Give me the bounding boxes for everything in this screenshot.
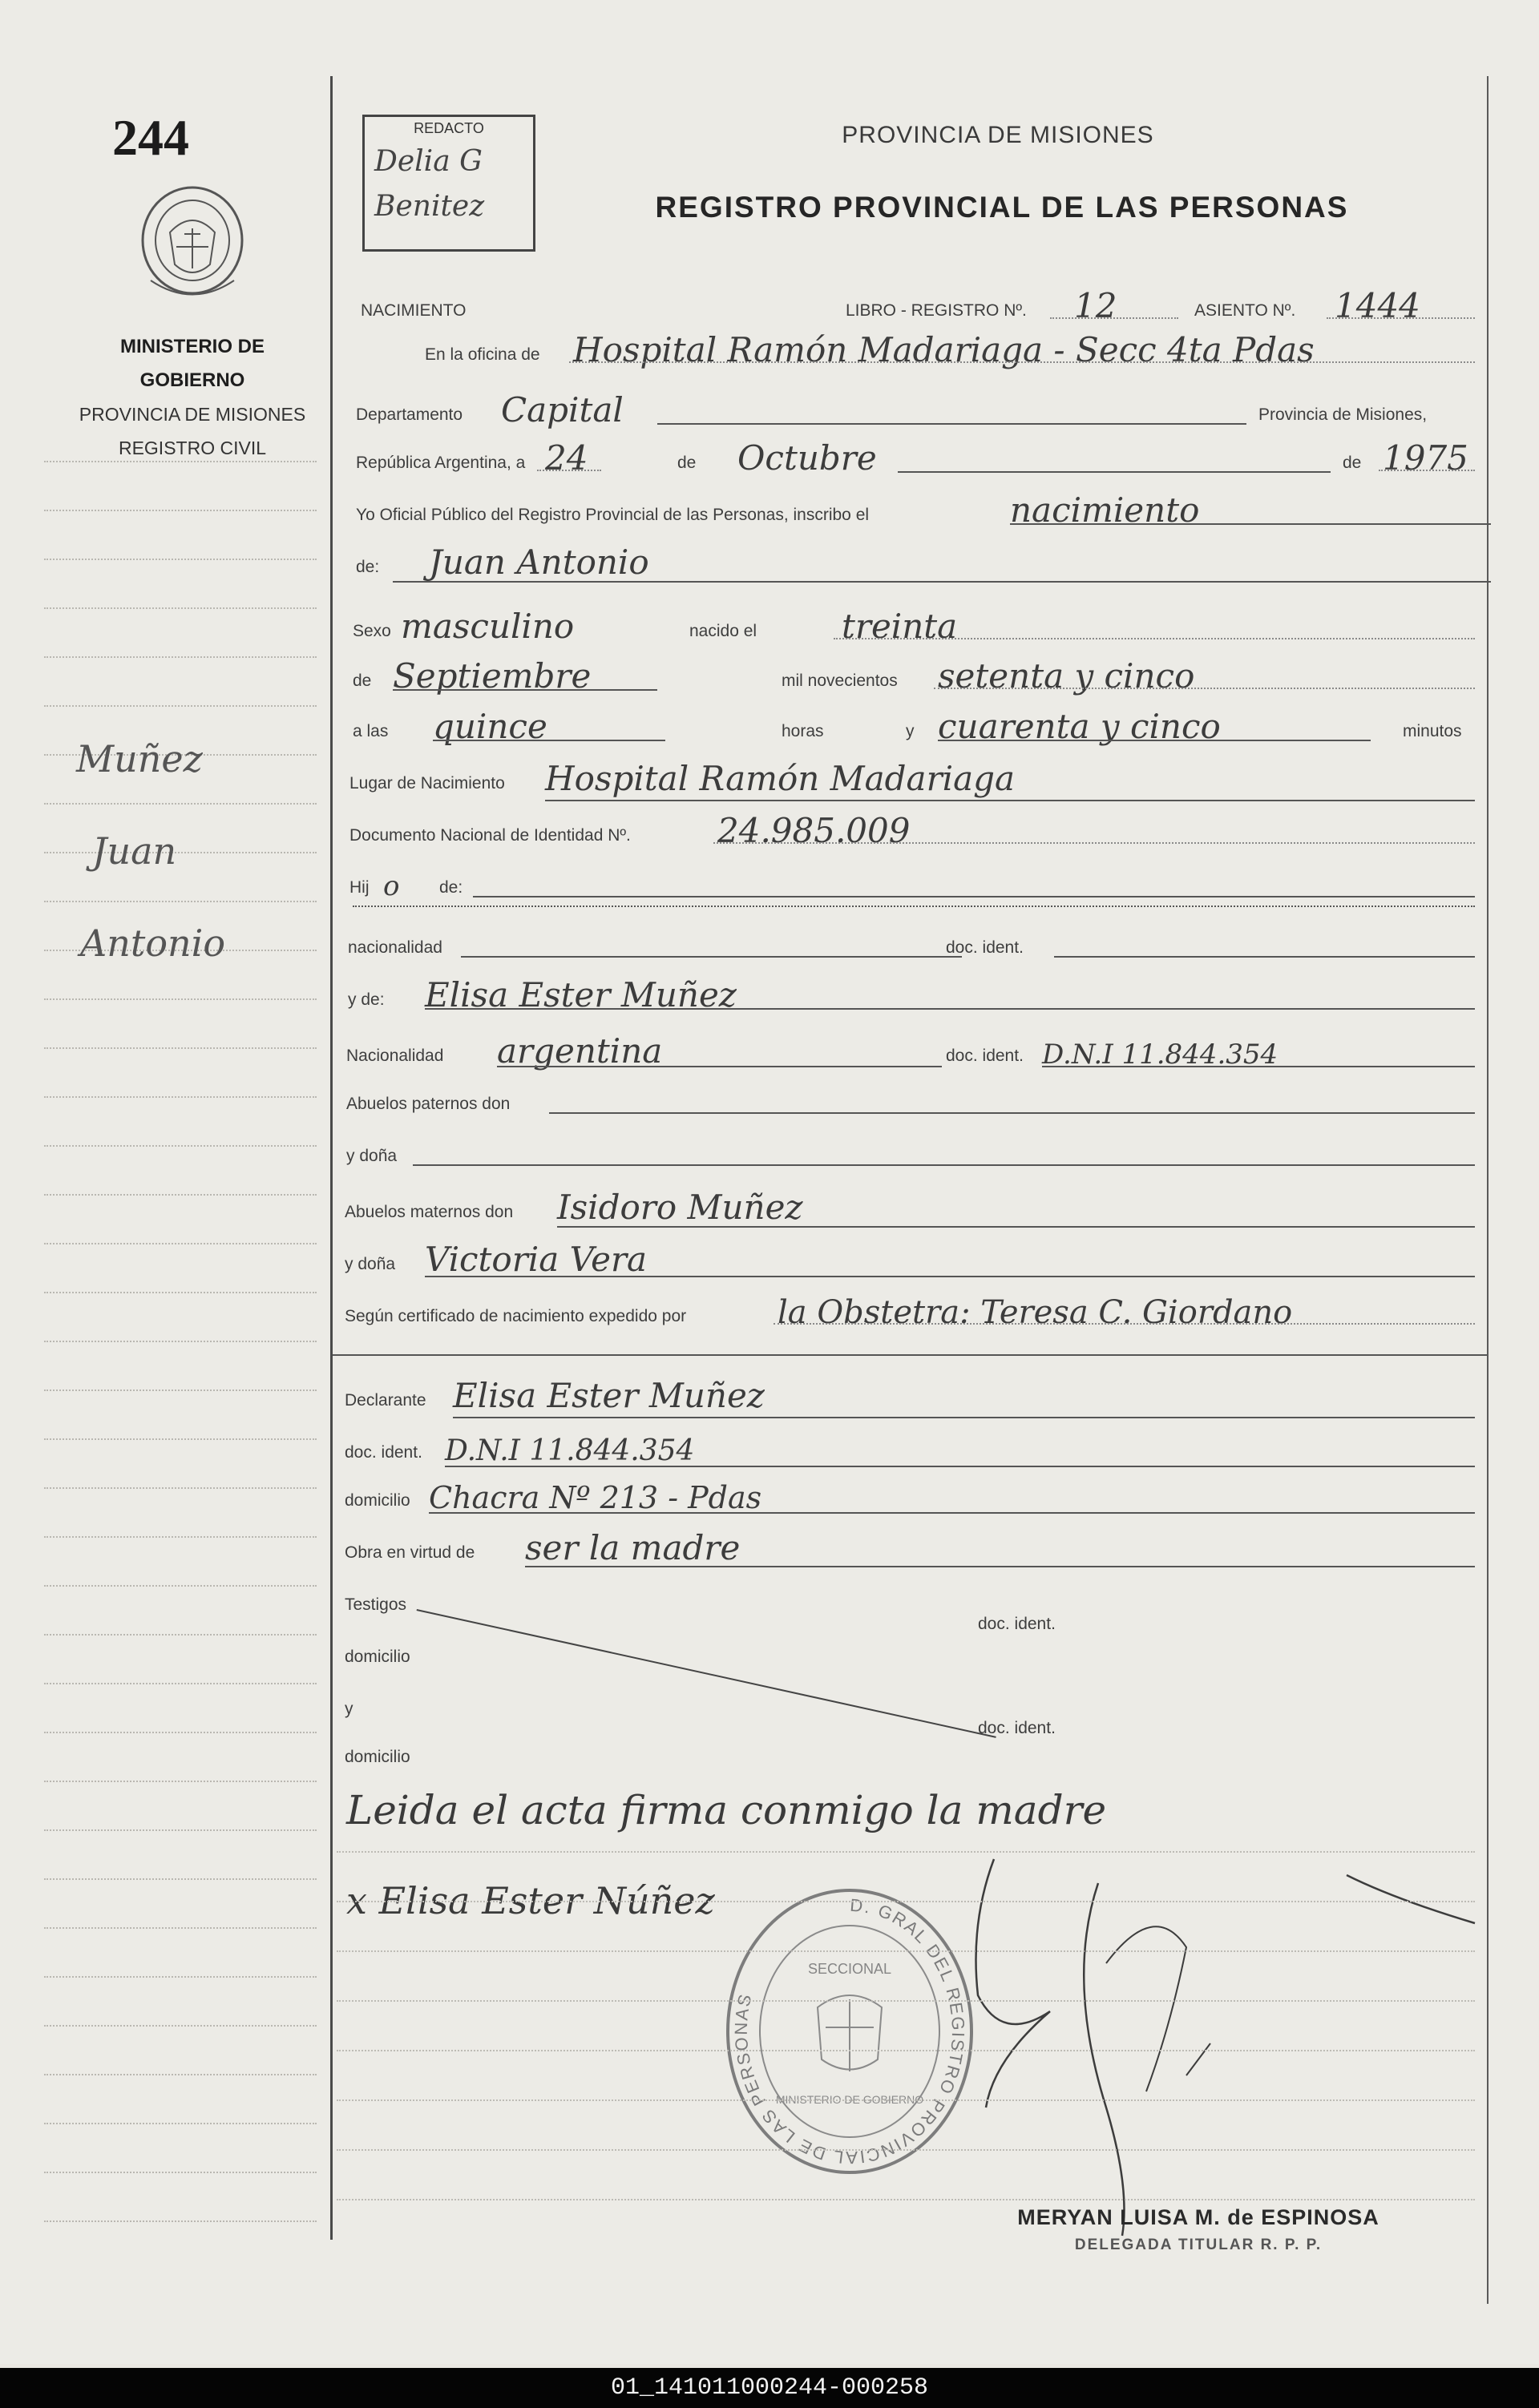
margin-rule (44, 901, 317, 902)
margin-rule (44, 1390, 317, 1391)
closing-statement: Leida el acta firma conmigo la madre (346, 1787, 1107, 1833)
row-domicilio-testigo1 (345, 1635, 1475, 1675)
margin-rule (44, 1194, 317, 1196)
nacionalidad-label: nacionalidad (348, 938, 442, 957)
libro-value: 12 (1074, 286, 1117, 325)
margin-rule (44, 1487, 317, 1489)
margin-rule (44, 1047, 317, 1049)
margin-rule (44, 1927, 317, 1929)
hora-value: quince (433, 707, 547, 746)
asiento-value: 1444 (1335, 286, 1420, 325)
registry-stamp-icon (721, 1887, 978, 2184)
y-de-label: y de: (348, 990, 385, 1009)
republica-label: República Argentina, a (356, 454, 526, 472)
row-domicilio-testigo2 (345, 1735, 1475, 1775)
row-oficial (345, 490, 1475, 533)
row-nombre (345, 545, 1475, 585)
lugar-label: Lugar de Nacimiento (349, 774, 505, 793)
y-label: y (906, 722, 915, 740)
dona-materna-label: y doña (345, 1255, 396, 1273)
margin-rule (44, 1829, 317, 1831)
fecha-anio: 1975 (1383, 438, 1468, 478)
mil-label: mil novecientos (782, 672, 898, 690)
margin-divider (330, 76, 333, 2240)
redacto-signature-line-1: Delia G (374, 145, 483, 178)
officer-signature-icon (946, 1851, 1491, 2252)
row-oficina (345, 330, 1475, 373)
oficina-label: En la oficina de (425, 345, 540, 364)
row-nacido-mes (345, 656, 1475, 699)
nombre-label: de: (356, 558, 380, 576)
margin-rule (44, 2074, 317, 2075)
row-hijo (345, 865, 1475, 906)
fecha-mes: Octubre (737, 438, 877, 478)
libro-label: LIBRO - REGISTRO Nº. (846, 301, 1027, 320)
header-title: REGISTRO PROVINCIAL DE LAS PERSONAS (655, 191, 1349, 224)
margin-note-first-name: Juan (92, 829, 177, 873)
nacido-mes-value: Septiembre (393, 656, 592, 696)
minutos-value: cuarenta y cinco (938, 707, 1221, 746)
dni-label: Documento Nacional de Identidad Nº. (349, 826, 631, 845)
provincial-coat-of-arms-icon (136, 184, 248, 305)
madre-value: Elisa Ester Muñez (425, 975, 737, 1014)
ministry-block (68, 330, 317, 465)
stamp-side-text: MINISTERIO DE GOBIERNO (775, 2093, 924, 2106)
margin-rule (44, 803, 317, 805)
oficial-text: Yo Oficial Público del Registro Provincial de las Personas, inscribo el (356, 506, 870, 524)
margin-note-surname: Muñez (76, 737, 203, 780)
horas-label: horas (782, 722, 824, 740)
lower-rule (337, 2199, 1475, 2200)
dni-value: 24.985.009 (717, 811, 911, 850)
nacionalidad-madre-label: Nacionalidad (346, 1047, 444, 1065)
row-dona-paterna (345, 1134, 1475, 1174)
lower-rule (337, 2050, 1475, 2051)
oficina-value: Hospital Ramón Madariaga - Secc 4ta Pdas (573, 330, 1315, 369)
departamento-label: Departamento (356, 405, 463, 424)
testigos-label: Testigos (345, 1595, 407, 1614)
row-domicilio (345, 1478, 1475, 1519)
margin-rule (44, 510, 317, 511)
domicilio-value: Chacra Nº 213 - Pdas (429, 1480, 762, 1515)
dona-paterna-label: y doña (346, 1147, 398, 1165)
redacto-box (362, 115, 535, 252)
margin-rule (44, 1634, 317, 1636)
margin-rule (44, 2220, 317, 2222)
ministry-province: PROVINCIA DE MISIONES (79, 404, 306, 425)
acto-value: nacimiento (1010, 490, 1200, 530)
row-obra (345, 1528, 1475, 1571)
lugar-value: Hospital Ramón Madariaga (545, 759, 1016, 798)
margin-rule (44, 1732, 317, 1733)
hijo-de-label: de: (439, 878, 463, 897)
officer-name: MERYAN LUISA M. de ESPINOSA (1017, 2205, 1379, 2229)
abuela-materna-value: Victoria Vera (425, 1240, 648, 1279)
abuelos-paternos-label: Abuelos paternos don (346, 1095, 511, 1113)
margin-note-second-name: Antonio (80, 922, 226, 965)
nacido-de-label: de (353, 672, 372, 690)
row-abuelos-maternos (345, 1190, 1475, 1230)
row-certificado (345, 1294, 1475, 1334)
row-sexo (345, 609, 1475, 649)
row-madre (345, 975, 1475, 1018)
lower-rule (337, 1851, 1475, 1853)
lower-rule (337, 2149, 1475, 2151)
margin-rule (44, 705, 317, 707)
section-separator (333, 1354, 1487, 1356)
officer-title: DELEGADA TITULAR R. P. P. (1074, 2237, 1323, 2253)
row-nacionalidad-padre (345, 926, 1475, 966)
doc-testigo1-label: doc. ident. (978, 1615, 1056, 1633)
doc-ident-padre-label: doc. ident. (946, 938, 1024, 957)
domicilio-testigo1-label: domicilio (345, 1648, 410, 1666)
margin-rule (44, 1976, 317, 1978)
record-type: NACIMIENTO (361, 301, 467, 320)
header-province: PROVINCIA DE MISIONES (842, 122, 1154, 148)
row-fecha (345, 438, 1475, 481)
margin-rule (44, 1341, 317, 1342)
margin-rule (44, 1781, 317, 1782)
doc-ident-madre-label: doc. ident. (946, 1047, 1024, 1065)
stamp-ring-text: D. GRAL DEL REGISTRO PROVINCIAL DE LAS PERSONAS (730, 1894, 969, 2168)
folio-number: 244 (112, 109, 189, 166)
margin-rule (44, 2025, 317, 2027)
redacto-signature (374, 139, 527, 229)
certificado-value: la Obstetra: Teresa C. Giordano (778, 1294, 1293, 1331)
abuelos-maternos-label: Abuelos maternos don (345, 1203, 514, 1221)
redacto-label: REDACTO (414, 120, 484, 136)
margin-rule (44, 1292, 317, 1293)
sexo-label: Sexo (353, 622, 391, 640)
margin-rule (44, 1145, 317, 1147)
nacido-anio-value: setenta y cinco (938, 656, 1195, 696)
row-testigo2 (345, 1687, 1475, 1737)
row-libro (345, 288, 1475, 329)
margin-rule (44, 656, 317, 658)
margin-rule (44, 607, 317, 609)
sexo-value: masculino (401, 607, 575, 646)
fecha-dia: 24 (545, 438, 588, 478)
margin-rule (44, 1438, 317, 1440)
doc-testigo2-label: doc. ident. (978, 1719, 1056, 1737)
ministry-registry: REGISTRO CIVIL (118, 438, 267, 458)
row-abuelos-paternos (345, 1082, 1475, 1122)
margin-rule (44, 1683, 317, 1684)
declarante-label: Declarante (345, 1391, 426, 1410)
certificado-label: Según certificado de nacimiento expedido por (345, 1307, 687, 1325)
asiento-label: ASIENTO Nº. (1194, 301, 1296, 320)
departamento-value: Capital (501, 390, 624, 430)
nombre-value: Juan Antonio (429, 543, 649, 582)
nacionalidad-madre-value: argentina (497, 1031, 663, 1071)
doc-madre-value: D.N.I 11.844.354 (1042, 1039, 1278, 1071)
abuelo-materno-value: Isidoro Muñez (557, 1188, 803, 1227)
hijo-suffix: o (383, 870, 400, 902)
alas-label: a las (353, 722, 389, 740)
declarante-value: Elisa Ester Muñez (453, 1376, 765, 1415)
row-testigos (345, 1583, 1475, 1633)
nacido-dia-value: treinta (842, 607, 958, 646)
stamp-inner-text: SECCIONAL (807, 1961, 892, 1977)
minutos-label: minutos (1403, 722, 1462, 740)
doc-declarante-value: D.N.I 11.844.354 (445, 1434, 695, 1467)
margin-rule (44, 1878, 317, 1880)
row-abuela-materna (345, 1242, 1475, 1282)
lower-rule (337, 1901, 1475, 1902)
margin-rule (44, 1536, 317, 1538)
obra-value: ser la madre (525, 1528, 741, 1567)
row-lugar (345, 761, 1475, 801)
doc-declarante-label: doc. ident. (345, 1443, 422, 1462)
margin-rule (44, 998, 317, 1000)
margin-rule (44, 1585, 317, 1587)
margin-rule (44, 559, 317, 560)
margin-rule (44, 2172, 317, 2173)
domicilio-label: domicilio (345, 1491, 410, 1510)
row-nacionalidad-madre (345, 1031, 1475, 1074)
row-dni (345, 813, 1475, 853)
lower-rule (337, 2099, 1475, 2101)
scan-reference-bar: 01_141011000244-000258 (0, 2368, 1539, 2408)
provincia-label: Provincia de Misiones, (1258, 405, 1428, 424)
margin-rule (44, 2123, 317, 2124)
domicilio-testigo2-label: domicilio (345, 1748, 410, 1766)
obra-label: Obra en virtud de (345, 1543, 475, 1562)
margin-rule (44, 1096, 317, 1098)
row-departamento (345, 390, 1475, 433)
fecha-de2-label: de (1343, 454, 1362, 472)
lower-rule (337, 2000, 1475, 2002)
ministry-name: MINISTERIO DE GOBIERNO (119, 336, 265, 391)
row-declarante (345, 1378, 1475, 1418)
mother-signature: x Elisa Ester Núñez (346, 1879, 715, 1922)
y-testigo-label: y (345, 1700, 353, 1718)
row-hora (345, 709, 1475, 749)
margin-rule (44, 852, 317, 853)
row-doc-declarante (345, 1430, 1475, 1470)
redacto-signature-line-2: Benitez (374, 190, 485, 223)
fecha-de-label: de (677, 454, 697, 472)
margin-rule (44, 461, 317, 462)
margin-rule (44, 1243, 317, 1244)
nacido-label: nacido el (689, 622, 757, 640)
margin-ruled-lines (44, 461, 317, 2224)
hijo-label: Hij (349, 878, 370, 897)
lower-rule (337, 1950, 1475, 1952)
